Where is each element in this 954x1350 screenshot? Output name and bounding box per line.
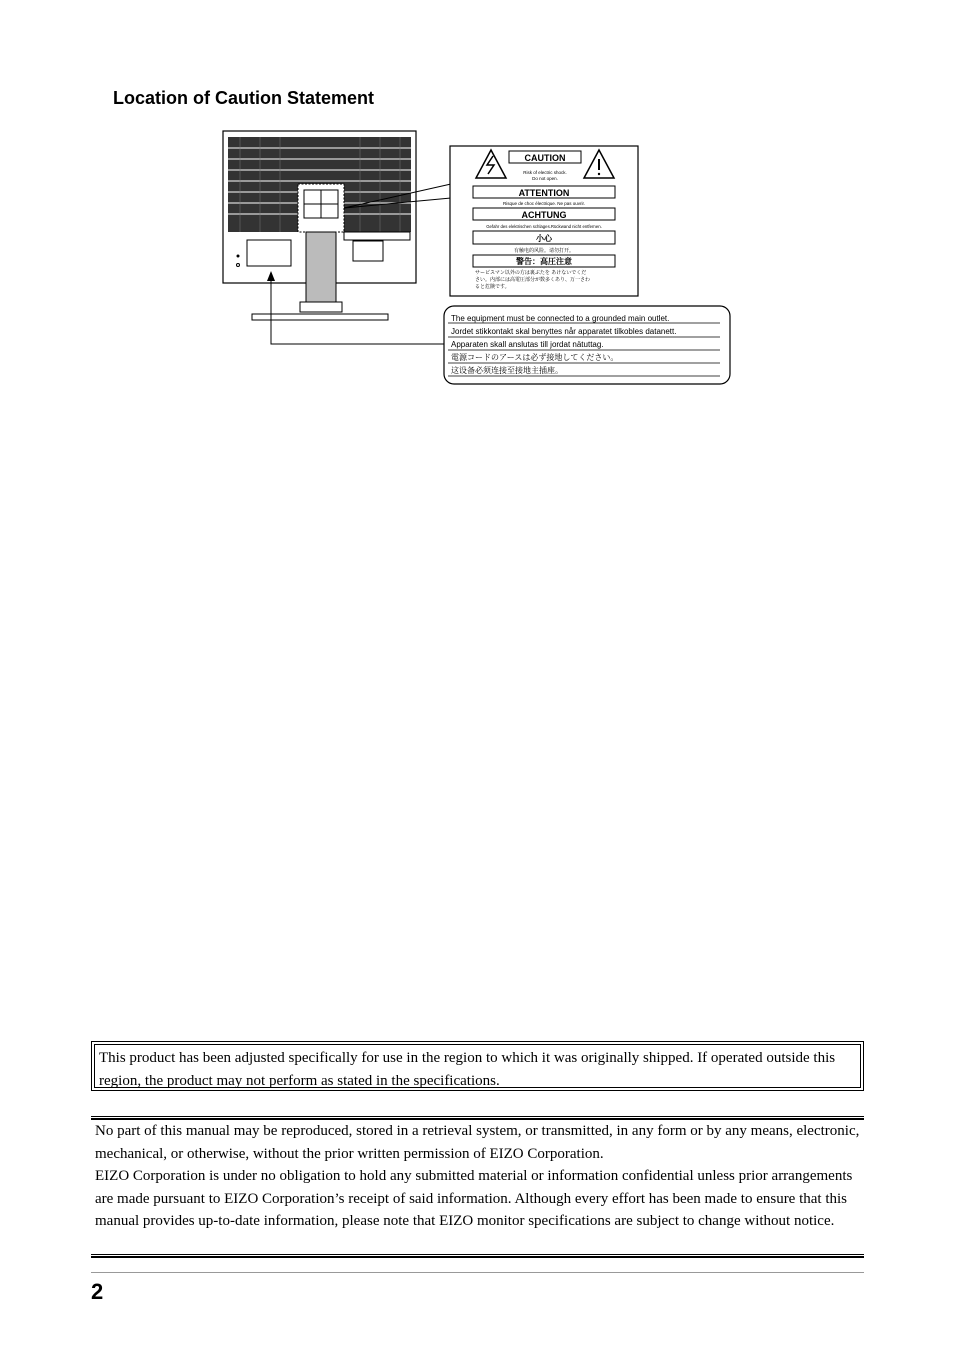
chinese-sub: 有触电的风险。请勿打开。 xyxy=(513,248,575,254)
rights-bottom-rule xyxy=(91,1254,864,1258)
monitor-rear-diagram xyxy=(220,128,735,388)
ground-line-4: 電源コードのアースは必ず接地してください。 xyxy=(451,353,619,362)
ground-line-2: Jordet stikkontakt skal benyttes når apparatet tilkobles datanett. xyxy=(451,327,677,336)
region-notice: This product has been adjusted specifically for use in the region to which it was originally shipped. If operated outside this region, the product may not perform as stated in the specifications. xyxy=(94,1044,861,1088)
japanese-sub-1: サービスマン以外の方は裏ぶたを あけないでくだ xyxy=(475,270,587,276)
chinese-heading: 小心 xyxy=(536,234,552,243)
caution-location-figure xyxy=(220,128,735,388)
japanese-sub-3: ると危険です。 xyxy=(475,284,510,290)
footer-rule xyxy=(91,1272,864,1273)
attention-heading: ATTENTION xyxy=(518,188,570,198)
rights-paragraph-1: No part of this manual may be reproduced, stored in a retrieval system, or transmitted, in any form or by any means, electronic, mechanical, or otherwise, without the prior written permission of EIZO Corporation. xyxy=(95,1123,860,1162)
rights-paragraph-2: EIZO Corporation is under no obligation to hold any submitted material or information confidential unless prior arrangements are made pursuant to EIZO Corporation’s receipt of said information. Although every effort has been made to ensure that this manual provides up-to-date information, please note that EIZO monitor specifications are subject to change without notice. xyxy=(95,1168,853,1229)
achtung-heading: ACHTUNG xyxy=(521,210,567,220)
page-number: 2 xyxy=(91,1279,104,1304)
region-notice-box xyxy=(91,1041,864,1091)
caution-heading: CAUTION xyxy=(524,153,566,163)
japanese-sub-2: さい。内部には高電圧部分が数多くあり、万一さわ xyxy=(475,277,591,283)
caution-sub-1: Risk of electric shock. xyxy=(523,170,567,175)
achtung-sub: Gefahr des elektrischen schlages.Rückwand nicht entfernen. xyxy=(486,224,602,229)
caution-sub-2: Do not open. xyxy=(532,176,558,181)
caution-label xyxy=(450,146,638,296)
japanese-heading: 警告：高圧注意 xyxy=(516,257,572,266)
ground-line-1: The equipment must be connected to a grounded main outlet. xyxy=(451,314,670,323)
ground-line-3: Apparaten skall anslutas till jordat nätuttag. xyxy=(451,340,604,349)
ground-label xyxy=(444,306,730,384)
ground-line-5: 这设备必须连接至接地主插座。 xyxy=(451,366,563,375)
section-title: Location of Caution Statement xyxy=(113,88,374,108)
attention-sub: Risque de choc électrique. Ne pas ouvrir. xyxy=(502,201,586,206)
rights-notice xyxy=(95,1120,863,1233)
